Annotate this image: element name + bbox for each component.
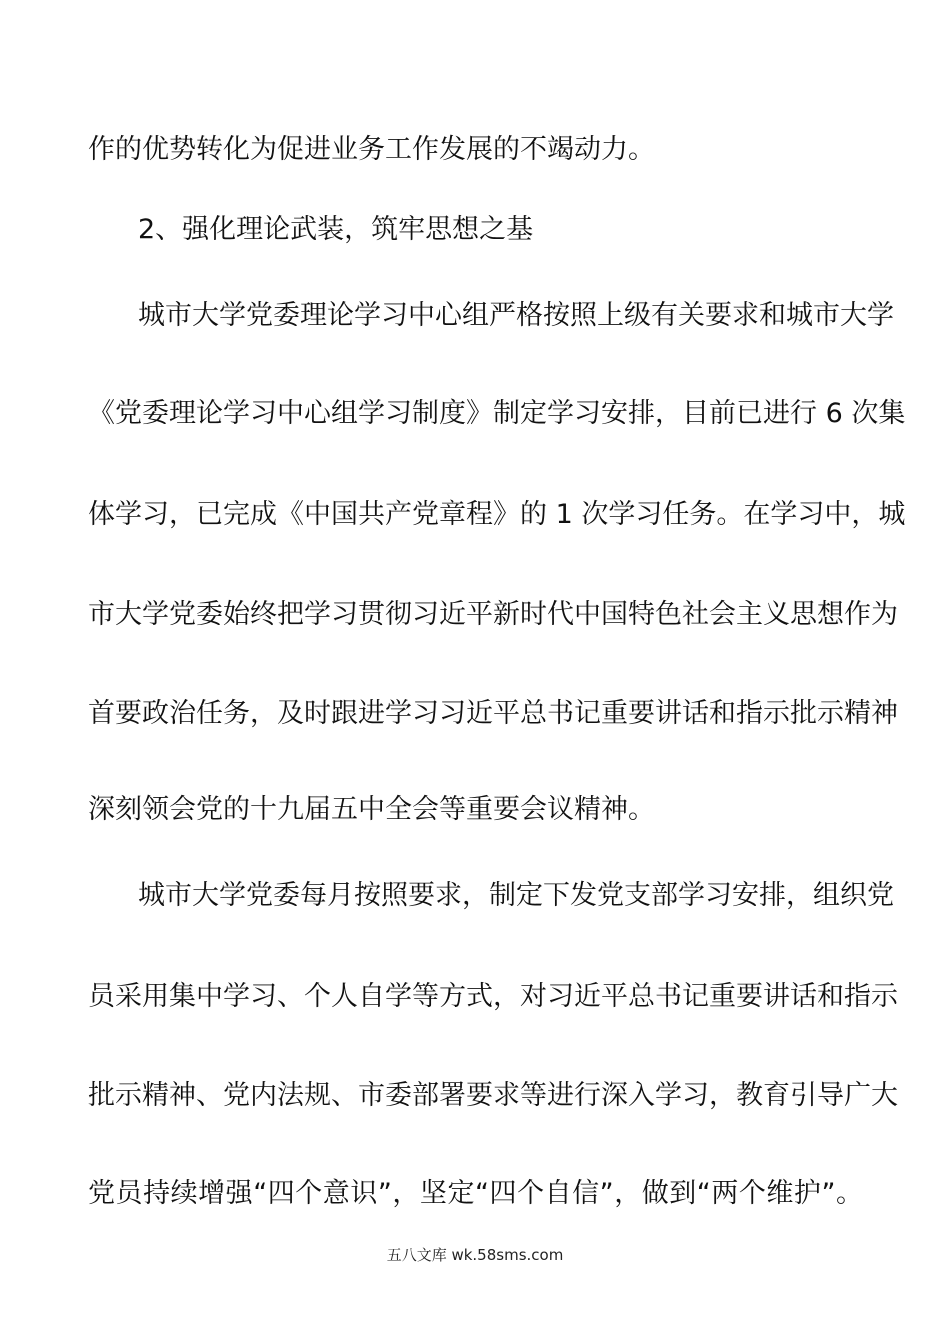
text-line: 城市大学党委理论学习中心组严格按照上级有关要求和城市大学 [138, 300, 894, 331]
text-line: 深刻领会党的十九届五中全会等重要会议精神。 [88, 794, 655, 825]
section-heading: 2、强化理论武装，筑牢思想之基 [138, 214, 534, 245]
footer-watermark: 五八文库 wk.58sms.com [386, 1246, 564, 1264]
text-line: 《党委理论学习中心组学习制度》制定学习安排，目前已进行 6 次集 [88, 398, 906, 429]
text-line: 市大学党委始终把学习贯彻习近平新时代中国特色社会主义思想作为 [88, 599, 898, 630]
text-line: 作的优势转化为促进业务工作发展的不竭动力。 [88, 134, 655, 165]
text-line: 城市大学党委每月按照要求，制定下发党支部学习安排，组织党 [138, 880, 894, 911]
text-line: 体学习，已完成《中国共产党章程》的 1 次学习任务。在学习中，城 [88, 499, 906, 530]
text-line: 员采用集中学习、个人自学等方式，对习近平总书记重要讲话和指示 [88, 981, 898, 1012]
text-line: 批示精神、党内法规、市委部署要求等进行深入学习，教育引导广大 [88, 1080, 898, 1111]
text-line: 首要政治任务，及时跟进学习习近平总书记重要讲话和指示批示精神 [88, 698, 898, 729]
text-line: 党员持续增强“四个意识”，坚定“四个自信”，做到“两个维护”。 [88, 1178, 863, 1209]
